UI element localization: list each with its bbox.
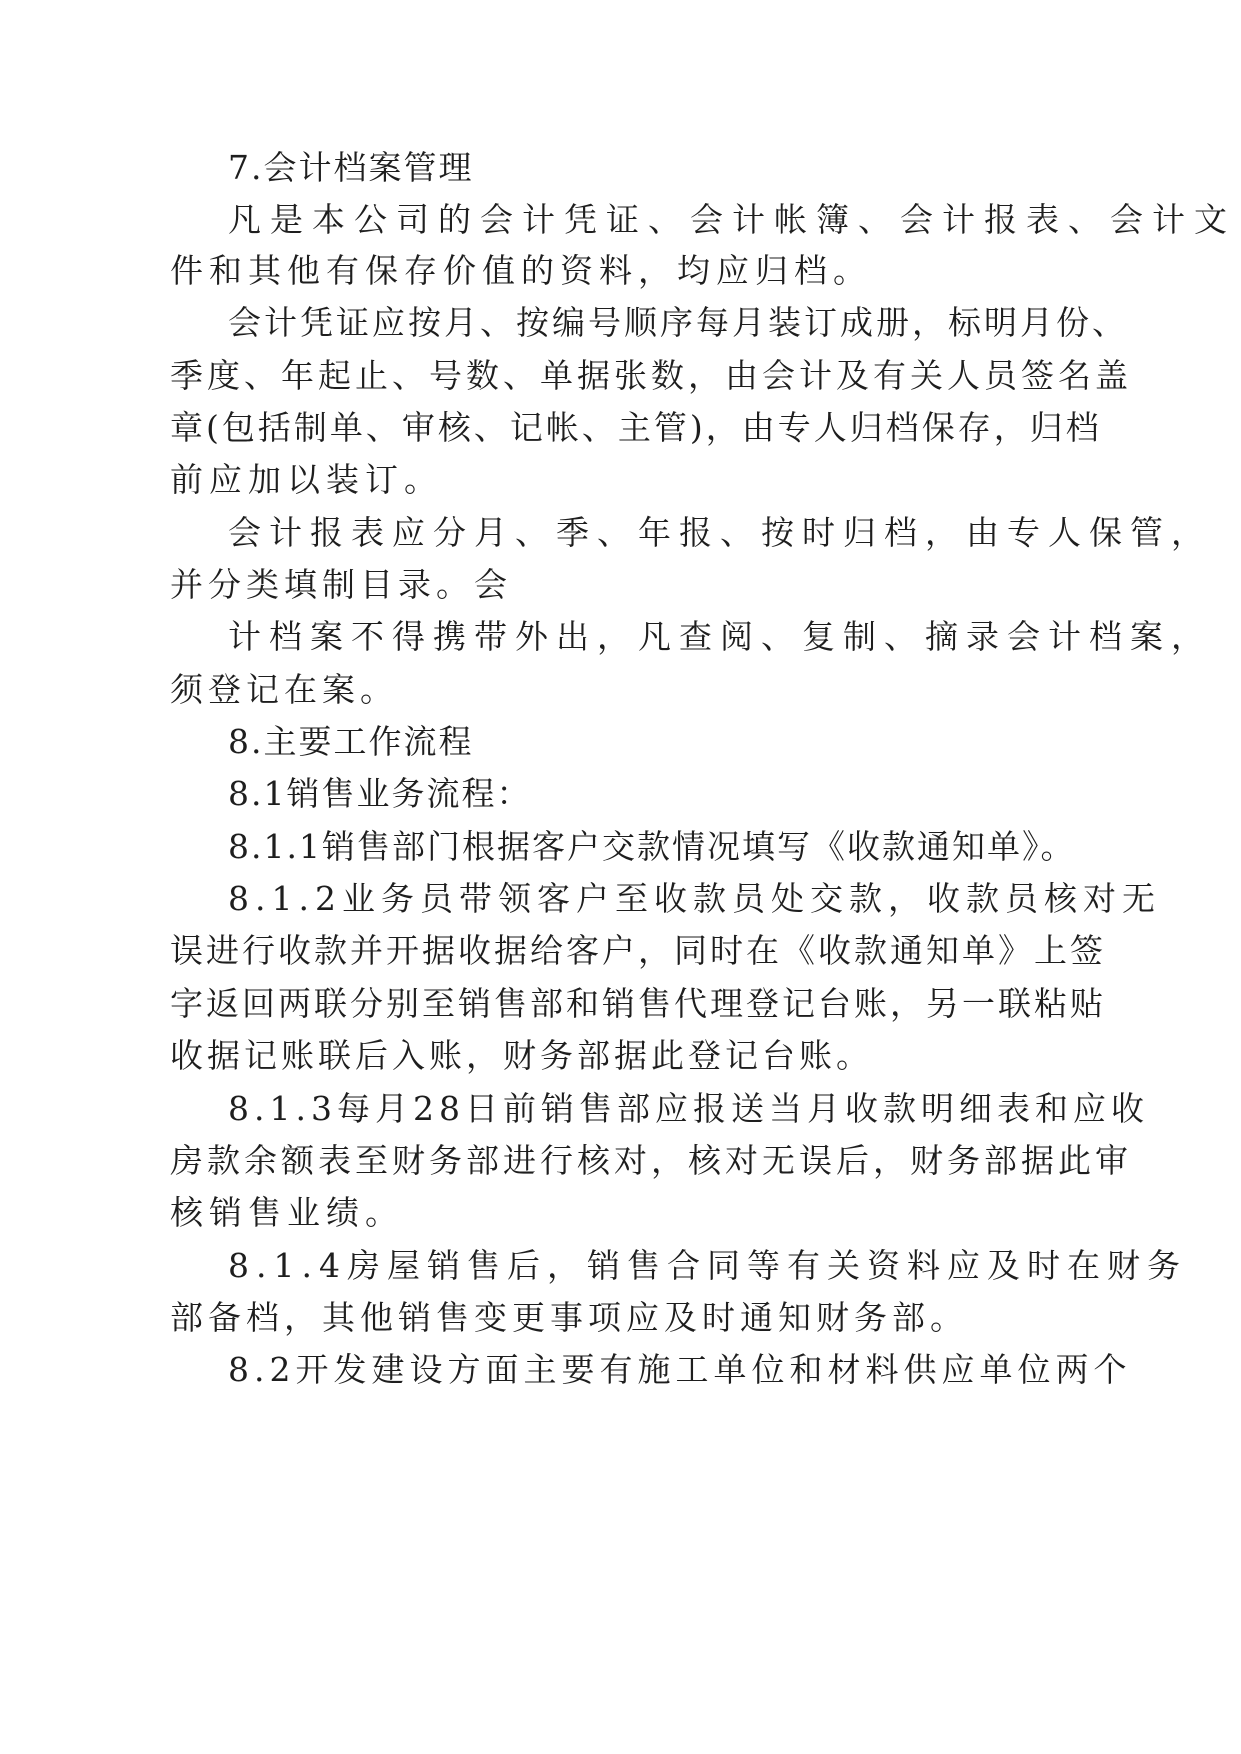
paragraph-line: 章(包括制单、审核、记帐、主管)，由专人归档保存，归档: [170, 408, 1102, 447]
paragraph-line: 件和其他有保存价值的资料，均应归档。: [170, 251, 872, 290]
paragraph-line: 8.1.4房屋销售后，销售合同等有关资料应及时在财务: [228, 1246, 1187, 1285]
paragraph-line: 会计凭证应按月、按编号顺序每月装订成册，标明月份、: [228, 303, 1128, 342]
paragraph-line: 部备档，其他销售变更事项应及时通知财务部。: [170, 1298, 968, 1337]
paragraph-line: 字返回两联分别至销售部和销售代理登记台账，另一联粘贴: [170, 984, 1106, 1023]
paragraph-line: 8.1.2业务员带领客户至收款员处交款，收款员核对无: [228, 879, 1161, 918]
paragraph-line: 8.1.1销售部门根据客户交款情况填写《收款通知单》。: [228, 827, 1076, 866]
paragraph-line: 8.2开发建设方面主要有施工单位和材料供应单位两个: [228, 1350, 1132, 1389]
paragraph-line: 收据记账联后入账，财务部据此登记台账。: [170, 1036, 873, 1075]
paragraph-line: 核销售业绩。: [170, 1193, 404, 1232]
paragraph-line: 会计报表应分月、季、年报、按时归档，由专人保管，: [228, 513, 1212, 552]
paragraph-line: 前应加以装订。: [170, 460, 443, 499]
paragraph-line: 计档案不得携带外出，凡查阅、复制、摘录会计档案，: [228, 617, 1212, 656]
paragraph-line: 误进行收款并开据收据给客户，同时在《收款通知单》上签: [170, 931, 1106, 970]
heading-sales-workflow: 8.1销售业务流程：: [228, 774, 532, 813]
heading-accounting-archives: 7.会计档案管理: [228, 148, 474, 187]
heading-main-workflow: 8.主要工作流程: [228, 722, 474, 761]
paragraph-line: 须登记在案。: [170, 670, 398, 709]
paragraph-line: 并分类填制目录。会: [170, 565, 512, 604]
paragraph-line: 凡是本公司的会计凭证、会计帐簿、会计报表、会计文: [228, 200, 1236, 239]
paragraph-line: 季度、年起止、号数、单据张数，由会计及有关人员签名盖: [170, 356, 1132, 395]
paragraph-line: 房款余额表至财务部进行核对，核对无误后，财务部据此审: [170, 1141, 1132, 1180]
paragraph-line: 8.1.3每月28日前销售部应报送当月收款明细表和应收: [228, 1089, 1149, 1128]
